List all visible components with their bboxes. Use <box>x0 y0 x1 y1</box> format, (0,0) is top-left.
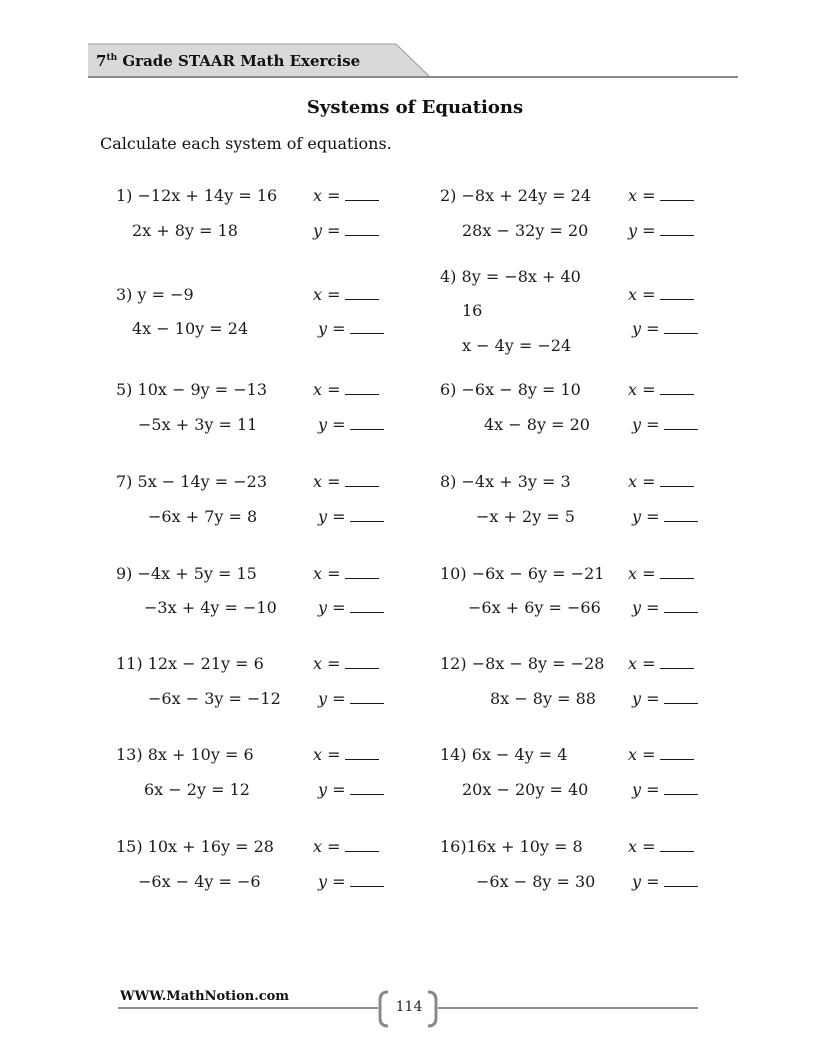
problem-1-equation-2: 2x + 8y = 18 <box>132 221 238 240</box>
problem-4-equation-1: 4) 8y = −8x + 40 <box>440 267 581 286</box>
problem-6-x-answer[interactable]: x = <box>628 380 694 399</box>
problem-2-x-answer[interactable]: x = <box>628 186 694 205</box>
problem-11-x-answer[interactable]: x = <box>313 654 379 673</box>
header-banner <box>0 0 816 90</box>
problem-1-y-answer[interactable]: y = <box>313 221 379 240</box>
problem-6-equation-2: 4x − 8y = 20 <box>484 415 590 434</box>
problem-9-x-answer[interactable]: x = <box>313 564 379 583</box>
problem-12-y-answer[interactable]: y = <box>632 689 698 708</box>
problem-1-x-answer[interactable]: x = <box>313 186 379 205</box>
problem-13-x-answer[interactable]: x = <box>313 745 379 764</box>
problem-13-equation-2: 6x − 2y = 12 <box>144 780 250 799</box>
page-number: 114 <box>395 999 423 1015</box>
problem-7-x-answer[interactable]: x = <box>313 472 379 491</box>
problem-5-y-answer[interactable]: y = <box>318 415 384 434</box>
footer-bracket-left <box>380 992 388 1026</box>
problem-11-equation-2: −6x − 3y = −12 <box>148 689 281 708</box>
problem-9-y-answer[interactable]: y = <box>318 598 384 617</box>
problem-10-y-answer[interactable]: y = <box>632 598 698 617</box>
header-title <box>96 52 360 70</box>
problem-12-x-answer[interactable]: x = <box>628 654 694 673</box>
footer-bracket-right <box>428 992 436 1026</box>
problem-15-y-answer[interactable]: y = <box>318 872 384 891</box>
problem-8-y-answer[interactable]: y = <box>632 507 698 526</box>
problem-16-x-answer[interactable]: x = <box>628 837 694 856</box>
problem-16-equation-1: 16)16x + 10y = 8 <box>440 837 583 856</box>
problem-6-equation-1: 6) −6x − 8y = 10 <box>440 380 581 399</box>
problem-16-equation-2: −6x − 8y = 30 <box>476 872 596 891</box>
page-title: Systems of Equations <box>306 97 524 118</box>
problem-4-equation-2: x − 4y = −24 <box>462 336 572 355</box>
problem-3-equation-1: 3) y = −9 <box>116 285 194 304</box>
problem-2-y-answer[interactable]: y = <box>628 221 694 240</box>
problem-4-y-answer[interactable]: y = <box>632 319 698 338</box>
problem-10-x-answer[interactable]: x = <box>628 564 694 583</box>
problem-12-equation-2: 8x − 8y = 88 <box>490 689 596 708</box>
problem-4-x-answer[interactable]: x = <box>628 285 694 304</box>
problem-3-y-answer[interactable]: y = <box>318 319 384 338</box>
problem-7-equation-2: −6x + 7y = 8 <box>148 507 258 526</box>
problem-8-equation-2: −x + 2y = 5 <box>476 507 575 526</box>
problem-2-equation-1: 2) −8x + 24y = 24 <box>440 186 592 205</box>
instructions: Calculate each system of equations. <box>100 134 392 153</box>
problem-12-equation-1: 12) −8x − 8y = −28 <box>440 654 605 673</box>
problem-11-y-answer[interactable]: y = <box>318 689 384 708</box>
problem-14-y-answer[interactable]: y = <box>632 780 698 799</box>
footer-website: WWW.MathNotion.com <box>120 989 290 1004</box>
problem-9-equation-1: 9) −4x + 5y = 15 <box>116 564 257 583</box>
problem-3-x-answer[interactable]: x = <box>313 285 379 304</box>
problem-1-equation-1: 1) −12x + 14y = 16 <box>116 186 278 205</box>
problem-14-equation-2: 20x − 20y = 40 <box>462 780 589 799</box>
problem-7-equation-1: 7) 5x − 14y = −23 <box>116 472 268 491</box>
header-grade-suffix: th <box>106 53 118 63</box>
problem-11-equation-1: 11) 12x − 21y = 6 <box>116 654 264 673</box>
problem-9-equation-2: −3x + 4y = −10 <box>144 598 277 617</box>
problem-15-equation-1: 15) 10x + 16y = 28 <box>116 837 274 856</box>
problem-7-y-answer[interactable]: y = <box>318 507 384 526</box>
problem-13-equation-1: 13) 8x + 10y = 6 <box>116 745 254 764</box>
problem-8-equation-1: 8) −4x + 3y = 3 <box>440 472 571 491</box>
header-grade-number: 7 <box>96 52 107 70</box>
problem-5-equation-1: 5) 10x − 9y = −13 <box>116 380 268 399</box>
problem-8-x-answer[interactable]: x = <box>628 472 694 491</box>
header-title-rest: Grade STAAR Math Exercise <box>117 52 361 70</box>
problem-10-equation-1: 10) −6x − 6y = −21 <box>440 564 605 583</box>
problem-6-y-answer[interactable]: y = <box>632 415 698 434</box>
problem-15-x-answer[interactable]: x = <box>313 837 379 856</box>
problem-13-y-answer[interactable]: y = <box>318 780 384 799</box>
problem-15-equation-2: −6x − 4y = −6 <box>138 872 261 891</box>
problem-14-x-answer[interactable]: x = <box>628 745 694 764</box>
problem-3-equation-2: 4x − 10y = 24 <box>132 319 249 338</box>
problem-16-y-answer[interactable]: y = <box>632 872 698 891</box>
problem-5-equation-2: −5x + 3y = 11 <box>138 415 258 434</box>
problem-4-equation-1-continued: 16 <box>462 301 483 320</box>
problem-14-equation-1: 14) 6x − 4y = 4 <box>440 745 568 764</box>
problem-10-equation-2: −6x + 6y = −66 <box>468 598 601 617</box>
problem-5-x-answer[interactable]: x = <box>313 380 379 399</box>
problem-2-equation-2: 28x − 32y = 20 <box>462 221 589 240</box>
